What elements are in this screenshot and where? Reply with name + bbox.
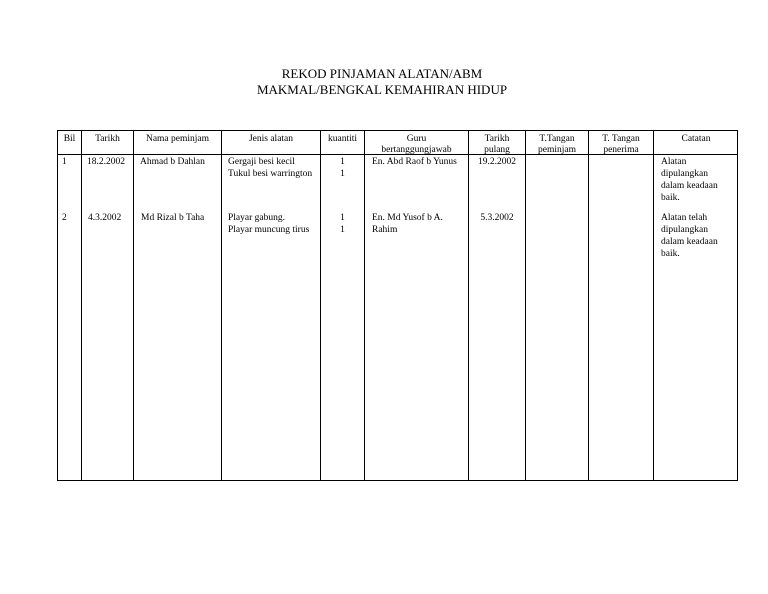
row-1-guru: En. Abd Raof b Yunus — [372, 157, 457, 167]
row-1-kuantiti-1: 1 — [340, 157, 345, 167]
loan-record-table — [57, 130, 738, 481]
row-1-catatan-4: baik. — [661, 193, 680, 203]
row-2-catatan-2: dipulangkan — [661, 225, 708, 235]
header-nama-peminjam: Nama peminjam — [145, 134, 210, 144]
column-divider — [364, 131, 365, 480]
column-divider — [653, 131, 654, 480]
header-catatan: Catatan — [681, 134, 711, 144]
header-jenis-alatan: Jenis alatan — [248, 134, 294, 144]
header-tarikh-pulang-line-2: pulang — [484, 145, 510, 155]
header-kuantiti: kuantiti — [327, 134, 358, 144]
header-tt-penerima-line-2: penerima — [603, 145, 639, 155]
row-2-guru-line-1: En. Md Yusof b A. — [372, 213, 443, 223]
row-1-catatan-3: dalam keadaan — [661, 181, 718, 191]
document-title-line-2: MAKMAL/BENGKAL KEMAHIRAN HIDUP — [256, 82, 508, 97]
row-2-bil: 2 — [62, 213, 67, 223]
row-2-kuantiti-2: 1 — [340, 225, 345, 235]
column-divider — [468, 131, 469, 480]
header-bil: Bil — [63, 134, 76, 144]
column-divider — [221, 131, 222, 480]
column-divider — [133, 131, 134, 480]
header-tt-penerima-line-1: T. Tangan — [602, 134, 640, 144]
header-tarikh: Tarikh — [95, 134, 120, 144]
row-2-jenis-alatan-1: Playar gabung. — [228, 213, 285, 223]
row-2-nama-peminjam: Md Rizal b Taha — [141, 213, 205, 223]
row-1-bil: 1 — [62, 157, 67, 167]
row-1-tarikh-pulang: 19.2.2002 — [478, 157, 516, 167]
row-1-jenis-alatan-1: Gergaji besi kecil — [228, 157, 295, 167]
row-2-catatan-3: dalam keadaan — [661, 237, 718, 247]
row-2-catatan-4: baik. — [661, 249, 680, 259]
document-title-line-1: REKOD PINJAMAN ALATAN/ABM — [281, 66, 483, 81]
header-guru-line-2: bertanggungjawab — [381, 145, 452, 155]
row-1-tarikh: 18.2.2002 — [87, 157, 125, 167]
header-guru-line-1: Guru — [406, 134, 427, 144]
header-tt-peminjam-line-1: T.Tangan — [539, 134, 575, 144]
column-divider — [81, 131, 82, 480]
row-1-catatan-2: dipulangkan — [661, 169, 708, 179]
row-2-tarikh: 4.3.2002 — [88, 213, 122, 223]
column-divider — [320, 131, 321, 480]
row-2-tarikh-pulang: 5.3.2002 — [480, 213, 514, 223]
row-2-jenis-alatan-2: Playar muncung tirus — [228, 225, 310, 235]
row-2-kuantiti-1: 1 — [340, 213, 345, 223]
row-2-guru-line-2: Rahim — [372, 225, 398, 235]
row-2-catatan-1: Alatan telah — [661, 213, 708, 223]
header-tt-peminjam-line-2: peminjam — [538, 145, 576, 155]
row-1-jenis-alatan-2: Tukul besi warrington — [228, 169, 313, 179]
header-tarikh-pulang-line-1: Tarikh — [484, 134, 510, 144]
row-1-kuantiti-2: 1 — [340, 169, 345, 179]
row-1-catatan-1: Alatan — [661, 157, 687, 167]
column-divider — [588, 131, 589, 480]
column-divider — [525, 131, 526, 480]
row-1-nama-peminjam: Ahmad b Dahlan — [140, 157, 205, 167]
